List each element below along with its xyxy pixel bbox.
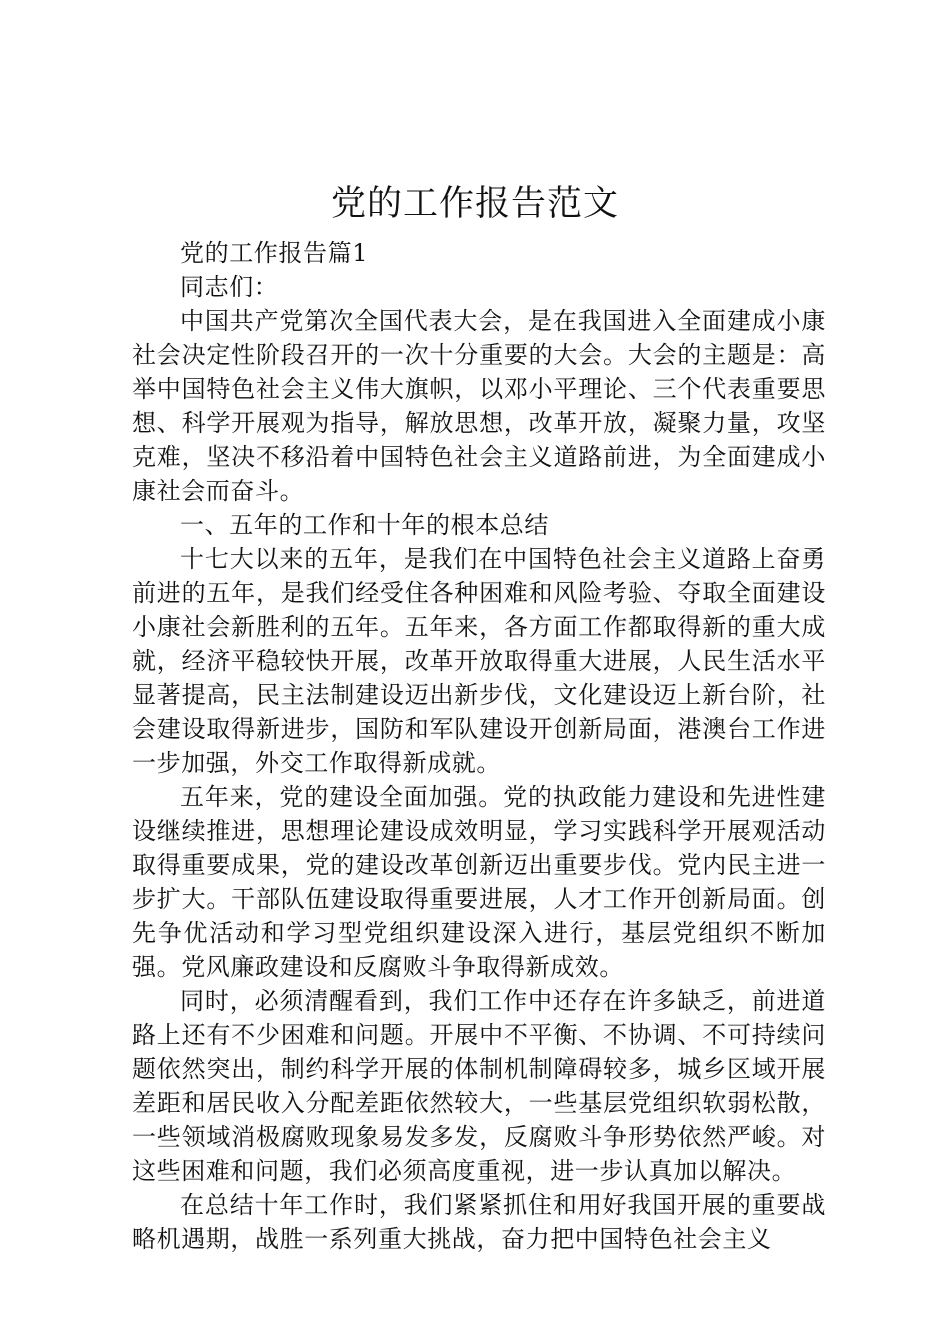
salutation: 同志们： (180, 273, 279, 301)
paragraph-five-years: 十七大以来的五年，是我们在中国特色社会主义道路上奋勇前进的五年，是我们经受住各种困难和风险考验、夺取全面建设小康社会新胜利的五年。五年来，各方面工作都取得新的重大成就，经济平稳较快开展，改革开放取得重大进展，人民生活水平显著提高，民主法制建设迈出新步伐，文化建设迈上新台阶，社会建设取得新进步，国防和军队建设开创新局面，港澳台工作进一步加强，外交工作取得新成就。 (132, 545, 826, 777)
paragraph-party-building: 五年来，党的建设全面加强。党的执政能力建设和先进性建设继续推进，思想理论建设成效明显，学习实践科学开展观活动取得重要成果，党的建设改革创新迈出重要步伐。党内民主进一步扩大。干部队伍建设取得重要进展，人才工作开创新局面。创先争优活动和学习型党组织建设深入进行，基层党组织不断加强。党风廉政建设和反腐败斗争取得新成效。 (132, 783, 826, 981)
section-heading-1: 一、五年的工作和十年的根本总结 (180, 511, 549, 539)
document-body (132, 236, 826, 1256)
paragraph-intro: 中国共产党第次全国代表大会，是在我国进入全面建成小康社会决定性阶段召开的一次十分重要的大会。大会的主题是：高举中国特色社会主义伟大旗帜，以邓小平理论、三个代表重要思想、科学开展观为指导，解放思想，改革开放，凝聚力量，攻坚克难，坚决不移沿着中国特色社会主义道路前进，为全面建成小康社会而奋斗。 (132, 307, 826, 505)
heading-article-number: 党的工作报告篇1 (180, 239, 369, 267)
paragraph-problems: 同时，必须清醒看到，我们工作中还存在许多缺乏，前进道路上还有不少困难和问题。开展中不平衡、不协调、不可持续问题依然突出，制约科学开展的体制机制障碍较多，城乡区域开展差距和居民收入分配差距依然较大，一些基层党组织软弱松散，一些领域消极腐败现象易发多发，反腐败斗争形势依然严峻。对这些困难和问题，我们必须高度重视，进一步认真加以解决。 (132, 987, 826, 1185)
document-title: 党的工作报告范文 (330, 184, 619, 224)
paragraph-ten-years: 在总结十年工作时，我们紧紧抓住和用好我国开展的重要战略机遇期，战胜一系列重大挑战，奋力把中国特色社会主义 (132, 1191, 826, 1253)
